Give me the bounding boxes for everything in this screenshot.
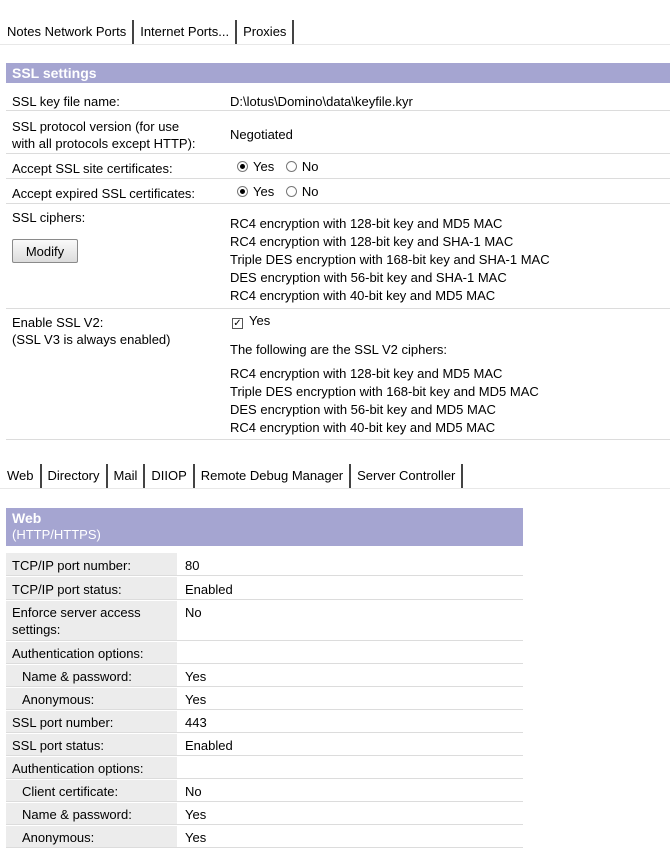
ssl-settings-header: SSL settings: [6, 63, 670, 83]
ssl-key-file-label: SSL key file name:: [12, 94, 120, 109]
tab-notes-network-ports[interactable]: Notes Network Ports: [0, 20, 134, 44]
tcp-port-number-label: TCP/IP port number:: [12, 558, 131, 573]
accept-site-certs-options: [237, 158, 318, 175]
enforce-access-label-line2: settings:: [12, 622, 61, 637]
accept-site-certs-label: Accept SSL site certificates:: [12, 161, 173, 176]
accept-site-no-radio[interactable]: [286, 161, 297, 172]
web-row-auth-options: [6, 642, 523, 664]
web-row-tcp-port-status: [6, 577, 523, 600]
ssl-v2-cipher-list: [230, 365, 539, 437]
enable-ssl-v2-row: [6, 310, 670, 440]
ssl-anonymous-label: Anonymous:: [22, 830, 95, 845]
enforce-access-value: No: [185, 605, 202, 620]
ssl-v2-cipher-item: RC4 encryption with 40-bit key and MD5 MAC: [230, 420, 496, 435]
web-row-ssl-anonymous: [6, 826, 523, 848]
tab-web[interactable]: Web: [0, 464, 42, 488]
ssl-protocol-label-line1: SSL protocol version (for use: [12, 119, 180, 134]
tcp-port-status-label: TCP/IP port status:: [12, 582, 122, 597]
tcp-port-status-value: Enabled: [185, 582, 233, 597]
accept-site-certs-row: [6, 155, 670, 179]
name-password-value: Yes: [185, 669, 207, 684]
anonymous-value: Yes: [185, 692, 207, 707]
ssl-cipher-item: Triple DES encryption with 168-bit key and SHA-1 MAC: [230, 252, 550, 267]
web-row-client-certificate: [6, 780, 523, 802]
client-certificate-label: Client certificate:: [22, 784, 119, 799]
ssl-v3-note: (SSL V3 is always enabled): [12, 332, 171, 347]
accept-expired-no-radio[interactable]: [286, 186, 297, 197]
anonymous-label: Anonymous:: [22, 692, 95, 707]
ssl-auth-options-label: Authentication options:: [12, 761, 144, 776]
client-certificate-value: No: [185, 784, 202, 799]
ssl-port-status-label: SSL port status:: [12, 738, 105, 753]
ssl-protocol-value: Negotiated: [230, 127, 293, 142]
ssl-cipher-item: DES encryption with 56-bit key and SHA-1 MAC: [230, 270, 507, 285]
ssl-ciphers-row: [6, 205, 670, 309]
web-row-ssl-port-status: [6, 734, 523, 756]
tab-remote-debug-manager[interactable]: Remote Debug Manager: [195, 464, 351, 488]
ssl-name-password-value: Yes: [185, 807, 207, 822]
accept-site-no-label: No: [301, 159, 319, 174]
web-section-header: [6, 508, 523, 546]
tab-server-controller[interactable]: Server Controller: [351, 464, 463, 488]
ssl-key-file-row: [6, 84, 670, 111]
ssl-v2-cipher-item: RC4 encryption with 128-bit key and MD5 MAC: [230, 366, 503, 381]
tab-proxies[interactable]: Proxies: [237, 20, 294, 44]
web-row-anonymous: [6, 688, 523, 710]
ssl-protocol-row: [6, 112, 670, 154]
web-section-subtitle: (HTTP/HTTPS): [12, 527, 101, 542]
web-section-title: Web: [12, 510, 42, 526]
enable-ssl-v2-label: Enable SSL V2:: [12, 315, 104, 330]
ssl-v2-cipher-item: Triple DES encryption with 168-bit key and MD5 MAC: [230, 384, 539, 399]
web-row-tcp-port-number: [6, 553, 523, 576]
accept-expired-yes-label: Yes: [253, 184, 275, 199]
ssl-key-file-value: D:\lotus\Domino\data\keyfile.kyr: [230, 94, 413, 109]
modify-ciphers-button[interactable]: Modify: [12, 239, 78, 263]
accept-expired-no-label: No: [301, 184, 319, 199]
ssl-port-number-label: SSL port number:: [12, 715, 114, 730]
enable-ssl-v2-checkbox[interactable]: ✓: [233, 318, 242, 329]
ssl-protocol-label-line2: with all protocols except HTTP):: [12, 136, 196, 151]
enforce-access-label-line1: Enforce server access: [12, 605, 141, 620]
tab-directory[interactable]: Directory: [42, 464, 108, 488]
tab-mail[interactable]: Mail: [108, 464, 146, 488]
tcp-port-number-value: 80: [185, 558, 200, 573]
accept-expired-certs-label: Accept expired SSL certificates:: [12, 186, 196, 201]
accept-expired-certs-options: [237, 183, 318, 200]
enable-ssl-v2-yes-label: Yes: [249, 313, 271, 328]
ssl-cipher-item: RC4 encryption with 40-bit key and MD5 MAC: [230, 288, 496, 303]
tab-internet-ports[interactable]: Internet Ports...: [134, 20, 237, 44]
ssl-v2-intro: The following are the SSL V2 ciphers:: [230, 342, 448, 357]
ssl-port-number-value: 443: [185, 715, 207, 730]
ssl-cipher-item: RC4 encryption with 128-bit key and SHA-1 MAC: [230, 234, 514, 249]
tab-diiop[interactable]: DIIOP: [145, 464, 194, 488]
ssl-ciphers-label: SSL ciphers:: [12, 210, 86, 225]
web-row-ssl-name-password: [6, 803, 523, 825]
accept-expired-certs-row: [6, 180, 670, 204]
web-row-enforce-access: [6, 601, 523, 641]
accept-expired-yes-radio[interactable]: [237, 186, 248, 197]
protocol-tab-bar: [0, 463, 670, 489]
auth-options-label: Authentication options:: [12, 646, 144, 661]
ssl-anonymous-value: Yes: [185, 830, 207, 845]
web-row-ssl-port-number: [6, 711, 523, 733]
accept-site-yes-label: Yes: [253, 159, 275, 174]
top-tab-bar: [0, 19, 670, 45]
ssl-cipher-item: RC4 encryption with 128-bit key and MD5 MAC: [230, 216, 503, 231]
ssl-port-status-value: Enabled: [185, 738, 233, 753]
enable-ssl-v2-option: [232, 312, 270, 329]
ssl-name-password-label: Name & password:: [22, 807, 132, 822]
name-password-label: Name & password:: [22, 669, 132, 684]
web-row-name-password: [6, 665, 523, 687]
ssl-cipher-list: [230, 215, 550, 305]
accept-site-yes-radio[interactable]: [237, 161, 248, 172]
web-row-ssl-auth-options: [6, 757, 523, 779]
ssl-v2-cipher-item: DES encryption with 56-bit key and MD5 MAC: [230, 402, 496, 417]
